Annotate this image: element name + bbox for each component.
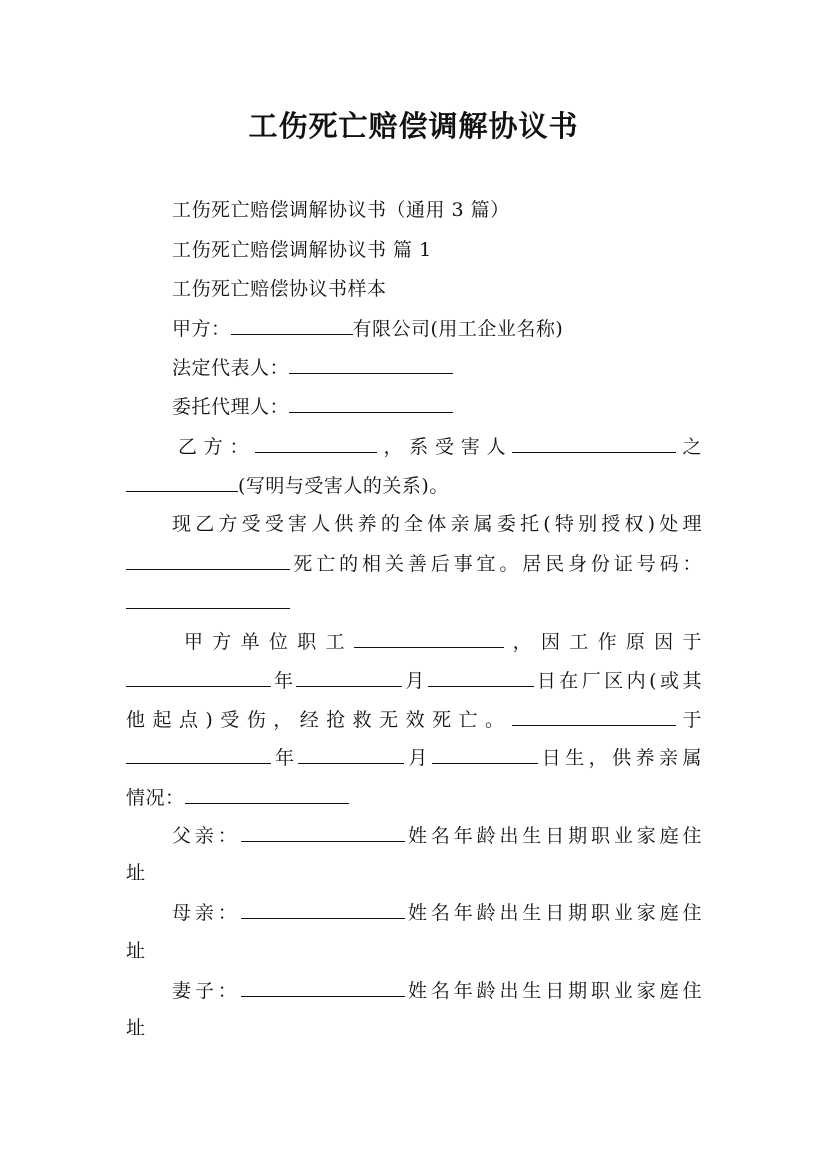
party-b-label: 乙方： (178, 436, 256, 458)
party-b-blank (255, 434, 377, 453)
section-heading: 工伤死亡赔偿调解协议书 篇 1 (172, 239, 432, 261)
employee-line (126, 629, 702, 653)
father-address-tail: 址 (126, 862, 146, 884)
death-text: 死亡的相关善后事宜。居民身份证号码： (290, 553, 702, 575)
wife-label: 妻子： (172, 980, 241, 1002)
wife-address-tail: 址 (126, 1017, 146, 1039)
legal-rep-blank (289, 355, 453, 374)
employee-blank (354, 629, 504, 648)
agent-line (126, 394, 702, 418)
father-fields: 姓名年龄出生日期职业家庭住 (404, 825, 702, 847)
injury-day-blank (428, 668, 534, 687)
mother-fields: 姓名年龄出生日期职业家庭住 (404, 902, 702, 924)
mother-address-tail: 址 (126, 940, 146, 962)
birth-date-line (126, 745, 702, 769)
father-line (126, 823, 702, 847)
employee-text: ，因工作原因于 (503, 631, 702, 653)
mother-label: 母亲： (172, 902, 241, 924)
injury-month-blank (296, 668, 402, 687)
birth-day-blank (432, 745, 538, 764)
relation-text: (写明与受害人的关系)。 (238, 475, 449, 497)
death-line (126, 551, 702, 575)
mother-blank (241, 900, 405, 919)
dependents-blank (185, 785, 349, 804)
father-label: 父亲： (172, 825, 241, 847)
sample-heading: 工伤死亡赔偿协议书样本 (172, 278, 387, 300)
party-b-mid: ，系受害人 (377, 436, 513, 458)
party-a-blank (231, 316, 353, 335)
birth-month-blank (298, 745, 404, 764)
entrust-line: 现乙方受受害人供养的全体亲属委托(特别授权)处理 (172, 513, 702, 535)
party-b-line (126, 434, 702, 458)
rescue-text: 他起点)受伤，经抢救无效死亡。 (126, 709, 512, 731)
party-a-label: 甲方： (172, 318, 231, 340)
dependents-label: 情况： (126, 787, 185, 809)
party-b-end: 之 (676, 436, 702, 458)
injury-month-label: 月 (402, 670, 428, 692)
dependents-line (126, 785, 702, 809)
relation-blank (126, 473, 238, 492)
wife-line (126, 978, 702, 1002)
employee-label: 甲方单位职工 (184, 631, 354, 653)
legal-rep-label: 法定代表人： (172, 357, 290, 379)
rescue-line (126, 707, 702, 731)
wife-fields: 姓名年龄出生日期职业家庭住 (404, 980, 702, 1002)
relation-line (126, 473, 702, 497)
injury-year-blank (126, 668, 271, 687)
subtitle-line: 工伤死亡赔偿调解协议书（通用 3 篇） (172, 199, 510, 221)
deceased-name-blank (126, 551, 290, 570)
id-number-blank (126, 590, 290, 609)
birth-support-text: 日生，供养亲属 (537, 747, 702, 769)
document-title: 工伤死亡赔偿调解协议书 (248, 109, 579, 143)
wife-blank (241, 978, 405, 997)
agent-label: 委托代理人： (172, 396, 290, 418)
victim-blank (512, 434, 676, 453)
id-number-line (126, 590, 702, 614)
injury-place-text: 日在厂区内(或其 (533, 670, 702, 692)
birth-name-blank (512, 707, 676, 726)
birth-year-label: 年 (271, 747, 299, 769)
injury-date-line (126, 668, 702, 692)
legal-rep-line (126, 355, 702, 379)
agent-blank (289, 394, 453, 413)
mother-line (126, 900, 702, 924)
birth-year-blank (126, 745, 271, 764)
party-a-line (126, 316, 702, 340)
birth-month-label: 月 (404, 747, 432, 769)
party-a-suffix: 有限公司(用工企业名称) (352, 318, 564, 340)
rescue-end: 于 (675, 709, 702, 731)
injury-year-label: 年 (271, 670, 297, 692)
father-blank (241, 823, 405, 842)
